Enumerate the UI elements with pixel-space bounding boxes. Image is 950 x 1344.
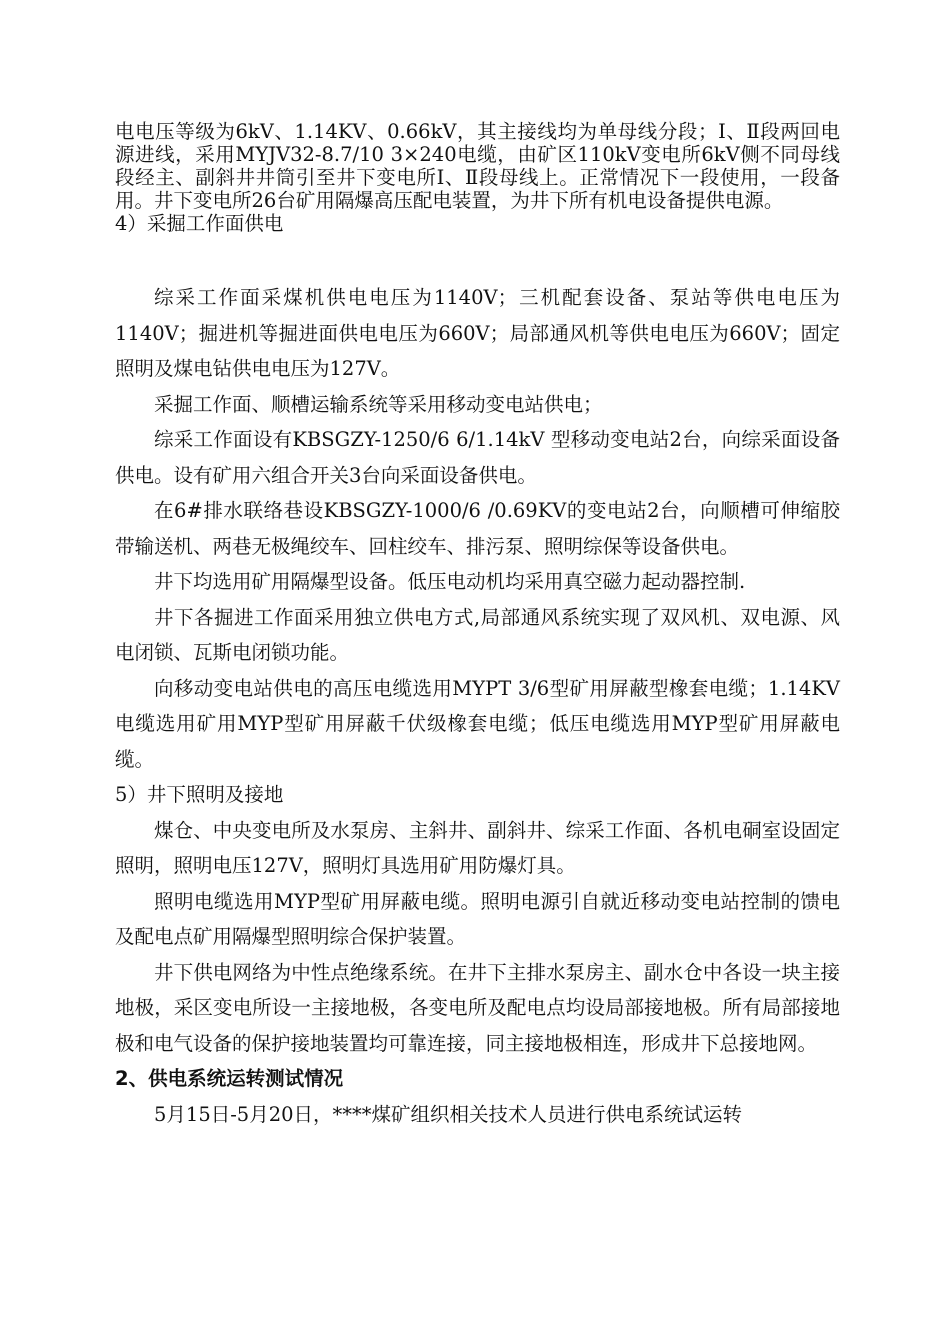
paragraph-fully-mechanized-face: 综采工作面设有KBSGZY-1250/6 6/1.14kV 型移动变电站2台，向综采面设备供电。设有矿用六组合开关3台向采面设备供电。 — [115, 428, 840, 487]
intro-paragraph — [115, 120, 840, 235]
paragraph-explosion-proof: 井下均选用矿用隔爆型设备。低压电动机均采用真空磁力起动器控制. — [154, 570, 746, 593]
paragraph-mobile-substation: 采掘工作面、顺槽运输系统等采用移动变电站供电； — [154, 392, 603, 416]
paragraph-lighting: 煤仓、中央变电所及水泵房、主斜井、副斜井、综采工作面、各机电硐室设固定照明，照明电压127V，照明灯具选用矿用防爆灯具。 — [115, 818, 840, 877]
section-heading-mining-face-power: 4）采掘工作面供电 — [115, 212, 284, 235]
paragraph-face-voltages: 综采工作面采煤机供电电压为1140V；三机配套设备、泵站等供电电压为1140V；掘进机等掘进面供电电压为660V；局部通风机等供电电压为660V；固定照明及煤电钻供电电压为127V。 — [115, 286, 840, 380]
section-heading-lighting-grounding: 5）井下照明及接地 — [115, 783, 284, 806]
section-heading-test-status: 2、供电系统运转测试情况 — [115, 1067, 344, 1090]
body-section-mining — [115, 280, 840, 1132]
paragraph-cables: 向移动变电站供电的高压电缆选用MYPT 3/6型矿用屏蔽型橡套电缆；1.14KV电缆选用矿用MYP型矿用屏蔽千伏级橡套电缆；低压电缆选用MYP型矿用屏蔽电缆。 — [115, 676, 840, 771]
paragraph-lighting-cable: 照明电缆选用MYP型矿用屏蔽电缆。照明电源引自就近移动变电站控制的馈电及配电点矿用隔爆型照明综合保护装置。 — [115, 889, 840, 948]
paragraph-grounding: 井下供电网络为中性点绝缘系统。在井下主排水泵房主、副水仓中各设一块主接地极，采区变电所设一主接地极，各变电所及配电点均设局部接地极。所有局部接地极和电气设备的保护接地装置均可靠连接，同主接地极相连，形成井下总接地网。 — [115, 960, 840, 1055]
paragraph-test-run: 5月15日-5月20日，****煤矿组织相关技术人员进行供电系统试运转 — [154, 1102, 743, 1126]
paragraph-independent-supply: 井下各掘进工作面采用独立供电方式,局部通风系统实现了双风机、双电源、风电闭锁、瓦斯电闭锁功能。 — [115, 605, 840, 664]
paragraph-supply-voltage: 电电压等级为6kV、1.14KV、0.66kV，其主接线均为单母线分段；Ⅰ、Ⅱ段两回电源进线，采用MYJV32-8.7/10 3×240电缆，由矿区110kV变电所6kV侧不同母线段经主、副斜井井筒引至井下变电所Ⅰ、Ⅱ段母线上。正常情况下一段使用，一段备用。井下变电所26台矿用隔爆高压配电装置，为井下所有机电设备提供电源。 — [115, 120, 840, 212]
paragraph-drainage-roadway: 在6#排水联络巷设KBSGZY-1000/6 /0.69KV的变电站2台，向顺槽可伸缩胶带输送机、两巷无极绳绞车、回柱绞车、排污泵、照明综保等设备供电。 — [115, 499, 840, 558]
